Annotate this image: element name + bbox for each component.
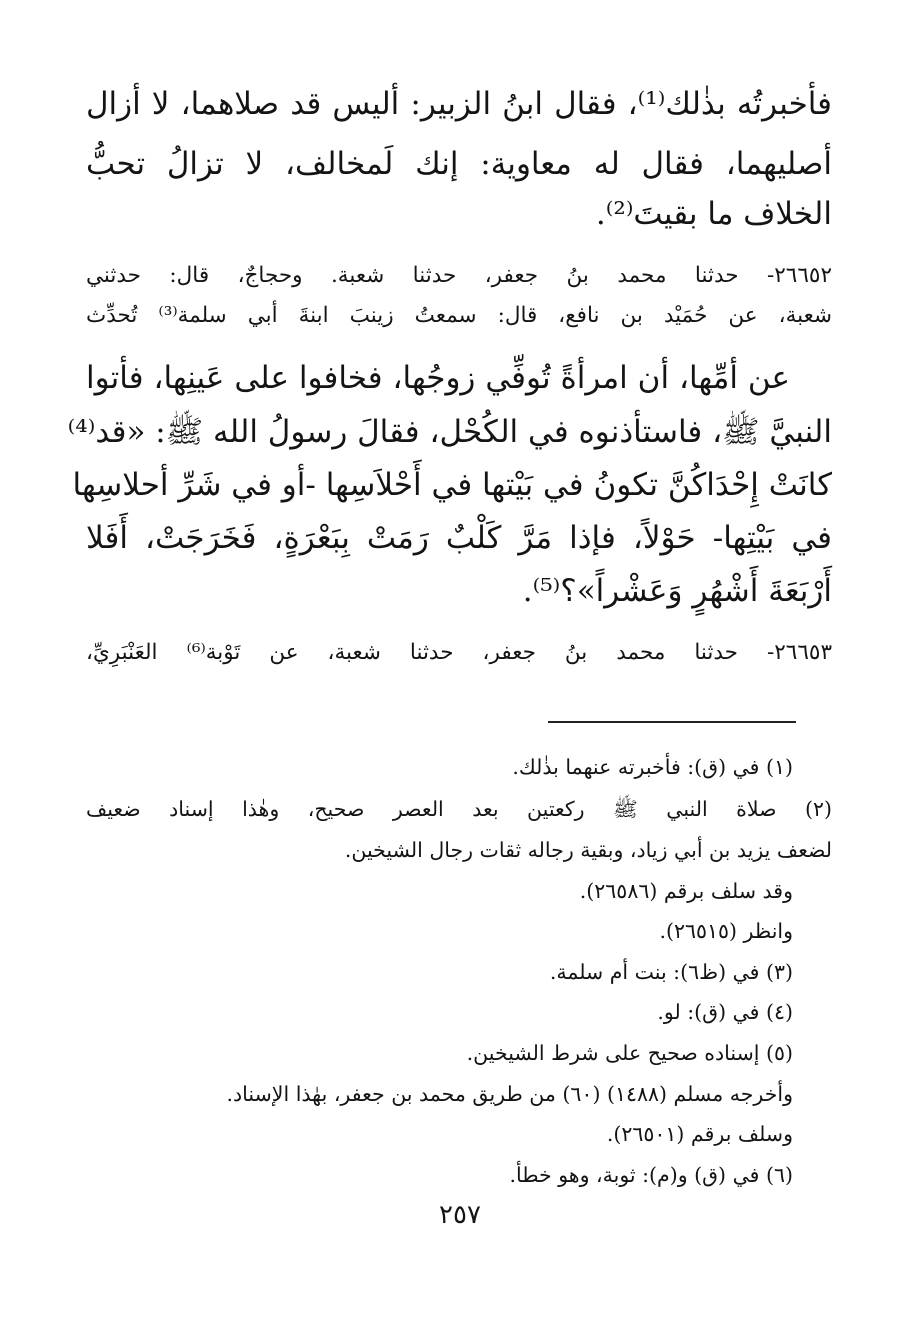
footnote-line-3: لضعف يزيد بن أبي زياد، وبقية رجاله ثقات رجال الشيخين. bbox=[344, 838, 832, 862]
footnote-line-5: وانظر (٢٦٥١٥). bbox=[659, 919, 793, 943]
hadith-26652-matn-line-4: في بَيْتِها- حَوْلاً، فإذا مَرَّ كَلْبٌ رَمَتْ بِبَعْرَةٍ، فَخَرَجَتْ، أَفَلا bbox=[86, 520, 832, 556]
page-number: ٢٥٧ bbox=[439, 1200, 481, 1230]
footnote-line-4: وقد سلف برقم (٢٦٥٨٦). bbox=[579, 879, 793, 903]
hadith-26652-matn-line-1: عن أمِّها، أن امرأةً تُوفِّي زوجُها، فخافوا على عَينِها، فأتوا bbox=[86, 360, 790, 396]
footnote-line-1: (١) في (ق): فأخبرته عنهما بذٰلك. bbox=[512, 755, 793, 779]
footnote-line-2: (٢) صلاة النبي ﷺ ركعتين بعد العصر صحيح، وهٰذا إسناد ضعيف bbox=[86, 797, 832, 821]
hadith-26652-matn-line-3: كانَتْ إِحْدَاكُنَّ تكونُ في بَيْتها في أَحْلاَسِها -أو في شَرِّ أحلاسِها bbox=[72, 467, 832, 503]
hadith-26652-matn-line-5: أَرْبَعَةَ أَشْهُرٍ وَعَشْراً»؟⁽⁵⁾. bbox=[522, 573, 832, 609]
footnote-line-11: (٦) في (ق) و(م): ثوبة، وهو خطأ. bbox=[509, 1163, 793, 1187]
hadith-26652-matn-line-2: النبيَّ ﷺ، فاستأذنوه في الكُحْل، فقالَ رسولُ الله ﷺ: «قد⁽⁴⁾ bbox=[67, 414, 832, 450]
footnote-line-10: وسلف برقم (٢٦٥٠١). bbox=[606, 1122, 793, 1146]
footnote-line-6: (٣) في (ظ٦): بنت أم سلمة. bbox=[549, 960, 793, 984]
passage-1-line-3: الخلاف ما بقيتَ⁽²⁾. bbox=[595, 196, 832, 232]
passage-1-line-1: فأخبرتُه بذٰلك⁽¹⁾، فقال ابنُ الزبير: أليس قد صلاهما، لا أزال bbox=[86, 86, 833, 122]
footnote-line-7: (٤) في (ق): لو. bbox=[657, 1000, 793, 1024]
hadith-26653-line: ٢٦٦٥٣- حدثنا محمد بنُ جعفر، حدثنا شعبة، عن تَوْبة⁽⁶⁾ العَنْبَرِيِّ، bbox=[86, 640, 832, 665]
passage-1-line-2: أصليهما، فقال له معاوية: إنك لَمخالف، لا تزالُ تحبُّ bbox=[86, 146, 832, 182]
hadith-26652-isnad-line-2: شعبة، عن حُمَيْد بن نافع، قال: سمعتُ زينبَ ابنةَ أبي سلمة⁽³⁾ تُحدِّث bbox=[86, 303, 832, 328]
hadith-26652-isnad-line-1: ٢٦٦٥٢- حدثنا محمد بنُ جعفر، حدثنا شعبة. وحجاجٌ، قال: حدثني bbox=[86, 263, 832, 288]
footnote-divider bbox=[548, 721, 796, 723]
footnote-line-9: وأخرجه مسلم (١٤٨٨) (٦٠) من طريق محمد بن جعفر، بهٰذا الإسناد. bbox=[226, 1082, 793, 1106]
footnote-line-8: (٥) إسناده صحيح على شرط الشيخين. bbox=[466, 1041, 793, 1065]
